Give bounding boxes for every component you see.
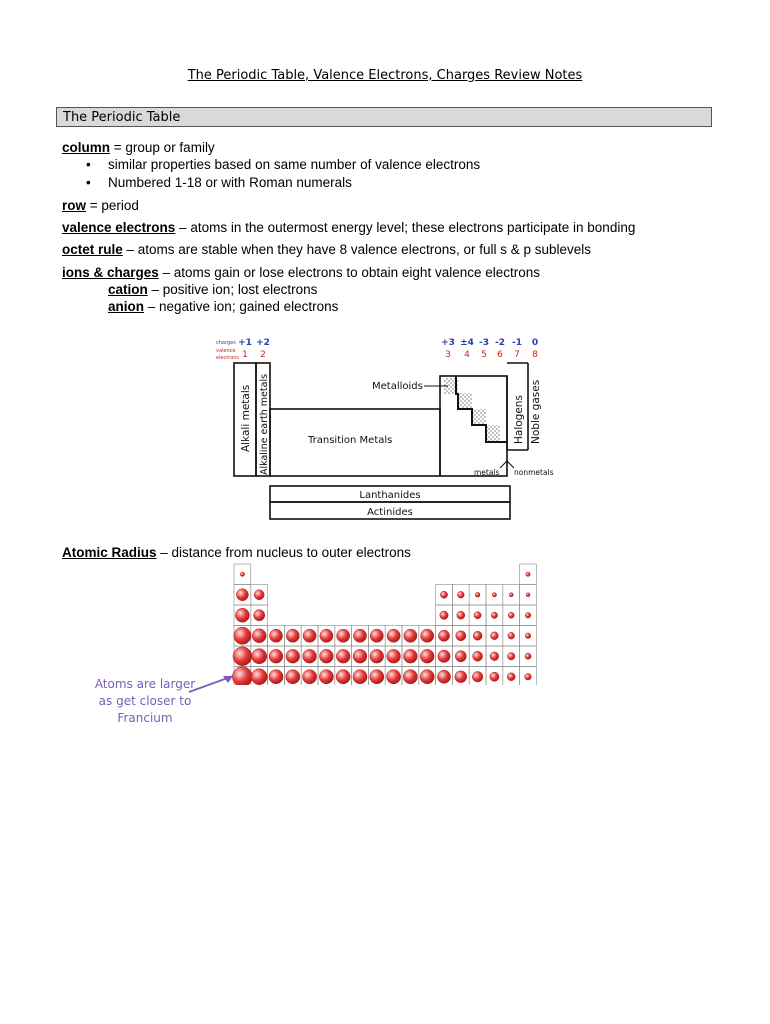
label-metals: metals: [474, 468, 500, 477]
atom-circle: [269, 649, 283, 663]
atom-circle: [455, 671, 467, 683]
atom-circle: [286, 670, 300, 684]
atom-circle: [420, 670, 434, 684]
periodic-table-diagram: [210, 330, 560, 525]
atom-circle: [353, 629, 366, 642]
def-octet: – atoms are stable when they have 8 valence electrons, or full s & p sublevels: [122, 242, 592, 257]
atom-circle: [491, 612, 497, 618]
atom-circle: [236, 589, 248, 601]
section-title: The Periodic Table: [63, 110, 181, 125]
def-row: = period: [86, 198, 139, 213]
atom-circle: [404, 649, 418, 663]
atom-circle: [269, 670, 283, 684]
atom-circle: [336, 670, 350, 684]
atom-circle: [474, 612, 481, 619]
atom-circle: [473, 651, 483, 661]
term-octet: octet rule: [62, 242, 123, 257]
atom-circle: [508, 612, 514, 618]
atom-circle: [387, 649, 401, 663]
term-anion: anion: [108, 299, 144, 314]
atom-circle: [438, 650, 450, 662]
label-alkali-metals: Alkali metals: [240, 384, 252, 452]
atom-circle: [456, 631, 466, 641]
atom-circle: [320, 629, 333, 642]
section-header: [56, 107, 712, 127]
charges-left-group: [238, 338, 270, 360]
def-anion: – negative ion; gained electrons: [144, 299, 339, 314]
atom-circle: [320, 649, 334, 663]
atom-circle: [337, 629, 350, 642]
label-nonmetals: nonmetals: [514, 468, 554, 477]
bullet-text: Numbered 1-18 or with Roman numerals: [108, 175, 352, 190]
atom-circle: [252, 629, 266, 643]
atom-circle: [525, 673, 532, 680]
atomic-radius-chart: [228, 560, 540, 685]
column-bullet-1: • similar properties based on same number of valence electrons: [86, 157, 481, 172]
term-row: row: [62, 198, 87, 213]
atom-circle: [437, 670, 450, 683]
atom-circle: [387, 629, 400, 642]
atom-circle: [525, 612, 531, 618]
atom-circle: [509, 593, 513, 597]
atom-circle: [319, 670, 333, 684]
def-cation: – positive ion; lost electrons: [147, 282, 318, 297]
bullet-text: similar properties based on same number of valence electrons: [108, 157, 481, 172]
atom-circle: [526, 572, 530, 576]
atom-circle: [353, 649, 367, 663]
note-atomic-radius: [62, 545, 411, 560]
atom-circle: [240, 572, 244, 576]
atom-circle: [490, 632, 498, 640]
charge-label: -2: [495, 338, 505, 348]
label-alkaline-earth: Alkaline earth metals: [259, 373, 270, 475]
atom-circle: [286, 629, 299, 642]
valence-label: 8: [532, 350, 538, 360]
valence-label: 4: [464, 350, 470, 360]
atom-circle: [252, 649, 267, 664]
metalloid-staircase: [444, 376, 507, 442]
label-actinides: Actinides: [367, 507, 413, 518]
term-column: column: [62, 140, 111, 155]
atom-circle: [251, 669, 267, 685]
radius-annotation: [90, 676, 200, 727]
atom-circle: [269, 629, 282, 642]
note-column: [62, 140, 215, 155]
atom-circle: [525, 653, 531, 659]
charges-right-group: [441, 338, 538, 360]
note-anion: [108, 299, 338, 314]
annotation-line-1: Atoms are larger: [94, 677, 196, 691]
valence-label: 1: [242, 350, 248, 360]
atom-circle: [457, 591, 464, 598]
atom-circle: [490, 652, 499, 661]
valence-label: 6: [497, 350, 503, 360]
atom-circle: [404, 629, 417, 642]
atom-circle: [233, 647, 252, 666]
label-metalloids: Metalloids: [372, 381, 423, 392]
annotation-line-3: Francium: [117, 711, 173, 725]
atom-circle: [508, 632, 515, 639]
note-octet: [62, 242, 591, 257]
annotation-line-2: as get closer to: [98, 694, 192, 708]
atom-circle: [440, 611, 448, 619]
atom-circle: [403, 670, 417, 684]
atom-circle: [303, 629, 316, 642]
charge-label: -1: [512, 338, 522, 348]
note-cation: [108, 282, 317, 297]
atom-circle: [353, 670, 367, 684]
atom-circle: [234, 627, 251, 644]
atom-circle: [507, 673, 515, 681]
atom-circle: [370, 670, 384, 684]
charge-label: +1: [238, 338, 252, 348]
document-title: The Periodic Table, Valence Electrons, Charges Review Notes: [187, 68, 583, 83]
radius-atoms: [232, 572, 531, 685]
atom-circle: [525, 633, 531, 639]
note-row: [62, 198, 139, 213]
term-valence: valence electrons: [62, 220, 176, 235]
atom-circle: [507, 653, 514, 660]
legend-charges: charges: [216, 340, 236, 346]
def-atomic-radius: – distance from nucleus to outer electrons: [156, 545, 411, 560]
charge-label: +3: [441, 338, 455, 348]
atom-circle: [370, 629, 383, 642]
atom-circle: [457, 611, 465, 619]
atom-circle: [473, 631, 482, 640]
atom-circle: [254, 610, 265, 621]
atom-circle: [420, 649, 434, 663]
atom-circle: [254, 590, 264, 600]
atom-circle: [490, 672, 499, 681]
valence-label: 5: [481, 350, 487, 360]
atom-circle: [303, 670, 317, 684]
label-noble-gases: Noble gases: [530, 379, 542, 444]
valence-label: 2: [260, 350, 266, 360]
atom-circle: [303, 649, 317, 663]
atom-circle: [455, 651, 466, 662]
note-ions: [62, 265, 540, 280]
atom-circle: [526, 593, 530, 597]
atom-circle: [421, 629, 434, 642]
radius-grid: [234, 564, 536, 685]
atom-circle: [286, 649, 300, 663]
legend-valence: valence: [216, 348, 236, 354]
charge-label: -3: [479, 338, 489, 348]
label-lanthanides: Lanthanides: [359, 490, 421, 501]
legend-electrons: electrons: [216, 355, 240, 361]
atom-circle: [438, 630, 449, 641]
valence-label: 3: [445, 350, 451, 360]
def-ions: – atoms gain or lose electrons to obtain eight valence electrons: [158, 265, 541, 280]
charge-label: +2: [256, 338, 270, 348]
atom-circle: [472, 671, 483, 682]
label-halogens: Halogens: [513, 395, 525, 444]
def-column: = group or family: [110, 140, 215, 155]
term-cation: cation: [108, 282, 148, 297]
valence-label: 7: [514, 350, 520, 360]
note-valence: [62, 220, 635, 235]
term-ions: ions & charges: [62, 265, 159, 280]
atom-circle: [370, 649, 384, 663]
column-bullet-2: • Numbered 1-18 or with Roman numerals: [86, 175, 352, 190]
atom-circle: [440, 591, 447, 598]
charge-label: ±4: [460, 338, 474, 348]
atom-circle: [336, 649, 350, 663]
atom-circle: [475, 592, 480, 597]
label-transition-metals: Transition Metals: [308, 435, 393, 446]
atom-circle: [235, 608, 249, 622]
term-atomic-radius: Atomic Radius: [62, 545, 157, 560]
atom-circle: [387, 670, 401, 684]
atom-circle: [492, 593, 496, 597]
charge-label: 0: [531, 338, 539, 348]
def-valence: – atoms in the outermost energy level; these electrons participate in bonding: [175, 220, 636, 235]
